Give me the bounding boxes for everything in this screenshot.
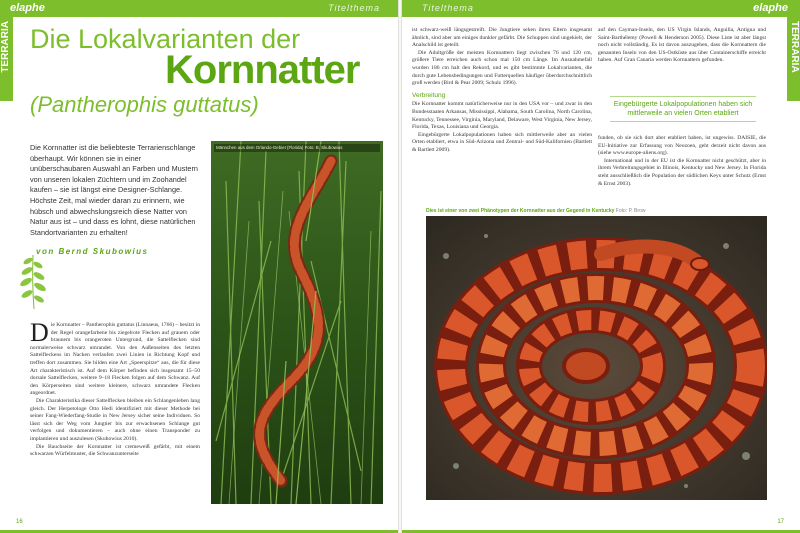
section-label: Titelthema xyxy=(422,3,474,13)
brand-logo: elaphe xyxy=(753,2,788,14)
body-paragraph: funden, ob sie sich dort aber etabliert haben, ist ungewiss. DAISIE, die EU-Initiative zur Erfassung von Neozoen, geht derzeit nicht davon aus (siehe www.europe-aliens.org). xyxy=(598,135,766,157)
body-paragraph: Eingebürgerte Lokalpopulationen haben sich mittlerweile aber an vielen Orten etabliert, etwa in Süd-Arizona und Zentral- und Süd-Kalifornien (Bartlett & Bartlett 2009). xyxy=(412,131,592,153)
body-paragraph: auf den Cayman-Inseln, den US Virgin Islands, Anguilla, Antigua und Saint-Barthélemy (Powell & Henderson 2005). Diese Liste ist aber längst noch nicht vollständig. Es ist davon auszugehen, dass die Kornnattern die genannten Inseln von den US-Ostküste aus über Containerschiffe erreicht haben. Auf Gran Canaria werden Kornnattern gefunden. xyxy=(598,27,766,64)
side-tab-label: TERRARIA xyxy=(0,21,11,73)
right-header-bar xyxy=(400,0,800,17)
pull-quote: Eingebürgerte Lokalpopulationen haben sich mittlerweile an vielen Orten etabliert xyxy=(610,96,756,122)
photo-caption: Männchen aus dem Orlando-Gebiet (Florida) Foto: B. Skubowius xyxy=(214,144,380,152)
headline-scientific-name: (Pantherophis guttatus) xyxy=(30,92,259,117)
photo-credit: Foto: P. Brow xyxy=(615,208,646,214)
section-label: Titelthema xyxy=(328,3,380,13)
author-byline: von Bernd Skubowius xyxy=(36,247,149,256)
page-number: 16 xyxy=(16,519,23,525)
body-paragraph: ist schwarz-weiß längsgestreift. Die Jungtiere sehen ihren Eltern insgesamt ähnlich, sind aber um einiges dunkler gefärbt. Die Schuppen sind ungekielt, der Analschild ist geteilt. xyxy=(412,27,592,49)
page-gutter xyxy=(398,0,402,533)
body-column-4 xyxy=(598,135,766,188)
headline-main: Kornnatter xyxy=(165,48,360,92)
body-paragraph: ie Kornnatter – Pantherophis guttatus (Linnaeus, 1766) – besitzt in der Regel orangefarbene bis ziegelrote Flecken auf grauem oder braunem bis orangeroten Untergrund, die Sattelflecken sind normalerweise schwarz umrandet. Von den Außenseiten des letzten Sattelfleckens im Nacken verlaufen zwei Linien in Richtung Kopf und treffen dort zusammen. Sie bilden eine Art „Speerspitze“ aus, die für diese Art charakteristisch ist. Auf dem Körper befinden sich insgesamt 15–50 dorsale Sattelflecken, weitere 9–18 Flecken folgen auf dem Schwanz. Auf den Körperseiten sind weitere kleinere, schwarz umrandete Flecken angeordnet. xyxy=(30,322,200,397)
snake-in-grass-photo xyxy=(211,141,383,504)
body-column-1 xyxy=(30,318,200,459)
headline-line1: Die Lokalvarianten der xyxy=(30,24,301,54)
brand-logo: elaphe xyxy=(10,2,45,14)
subheading: Verbreitung xyxy=(412,91,446,99)
right-side-tab xyxy=(787,17,800,101)
body-paragraph: Die Bauchseite der Kornnatter ist cremeweiß gefärbt, mit einem schwarzen Würfelmuster, die Schwanzunterseite xyxy=(30,443,200,458)
left-side-tab xyxy=(0,17,13,101)
body-paragraph: International und in der EU ist die Kornnatter nicht geschützt, aber in ihrem Verbreitungsgebiet in Illinois, Kentucky und New Jersey. In Florida steht ausschließlich die Population der südlichen Keys unter Schutz (Ernst & Ernst 2003). xyxy=(598,157,766,187)
right-page xyxy=(400,0,800,533)
left-header-bar xyxy=(0,0,400,17)
body-paragraph: Die Charakteristika dieser Sattelflecken bleiben ein Schlangenleben lang gleich. Der Herpetologe Otto Hedi identifiziert mit dieser Methode bei seiner Fang-Wiederfang-Studie in New Jersey sicher seine Individuen. So lässt sich der Weg vom Jungtier bis zur erwachsenen Schlange gut verfolgen und dokumentieren – auch ohne einen Transponder zu implantieren und auszulesen (Skubowius 2010). xyxy=(30,397,200,442)
photo-caption xyxy=(426,208,766,214)
body-column-2 xyxy=(412,27,592,155)
body-paragraph: Die Adultgröße der meisten Kornnattern liegt zwischen 76 und 120 cm, größere Tiere erreichen auch schon mal 150 cm Länge. Im Ausnahmefall wurden 186 cm halt den Rekord, und es gibt bestimmte Lokalvarianten, die durch gute Lebensbedingungen und Futterquellen häufiger überdurchschnittlich groß werden (Bird & Pear 2009; Schulz 1996). xyxy=(412,49,592,87)
coiled-snake-photo xyxy=(426,216,767,500)
body-paragraph: Die Kornnatter kommt natürlicherweise nur in den USA vor – und zwar in den Bundesstaaten Arkansas, Mississippi, Alabama, South Carolina, North Carolina, Kentucky, Tennessee, Virginia, Maryland, Delaware, West Virginia, New Jersey, Florida, Texas, Louisiana und Georgia. xyxy=(412,101,592,131)
drop-cap: D xyxy=(30,318,49,347)
page-number: 17 xyxy=(777,519,784,525)
fern-decoration-icon xyxy=(18,253,48,311)
side-tab-label: TERRARIA xyxy=(789,21,800,73)
intro-paragraph: Die Kornnatter ist die beliebteste Terrarienschlange überhaupt. Wir können sie in einer unüberschaubaren Auswahl an Farben und Mustern von unseren lokalen Züchtern und im Zoohandel kaufen – sie ist längst eine Designer-Schlange. Höchste Zeit, mal wieder daran zu erinnern, wie hübsch und abwechslungsreich diese Natter von Natur aus ist – und dass es lohnt, diese natürlichen Standortvarianten zu erhalten! xyxy=(30,143,198,237)
body-column-3 xyxy=(598,27,766,65)
caption-text: Dies ist einer von zwei Phänotypen der Kornnatter aus der Gegend in Kentucky xyxy=(426,208,615,214)
